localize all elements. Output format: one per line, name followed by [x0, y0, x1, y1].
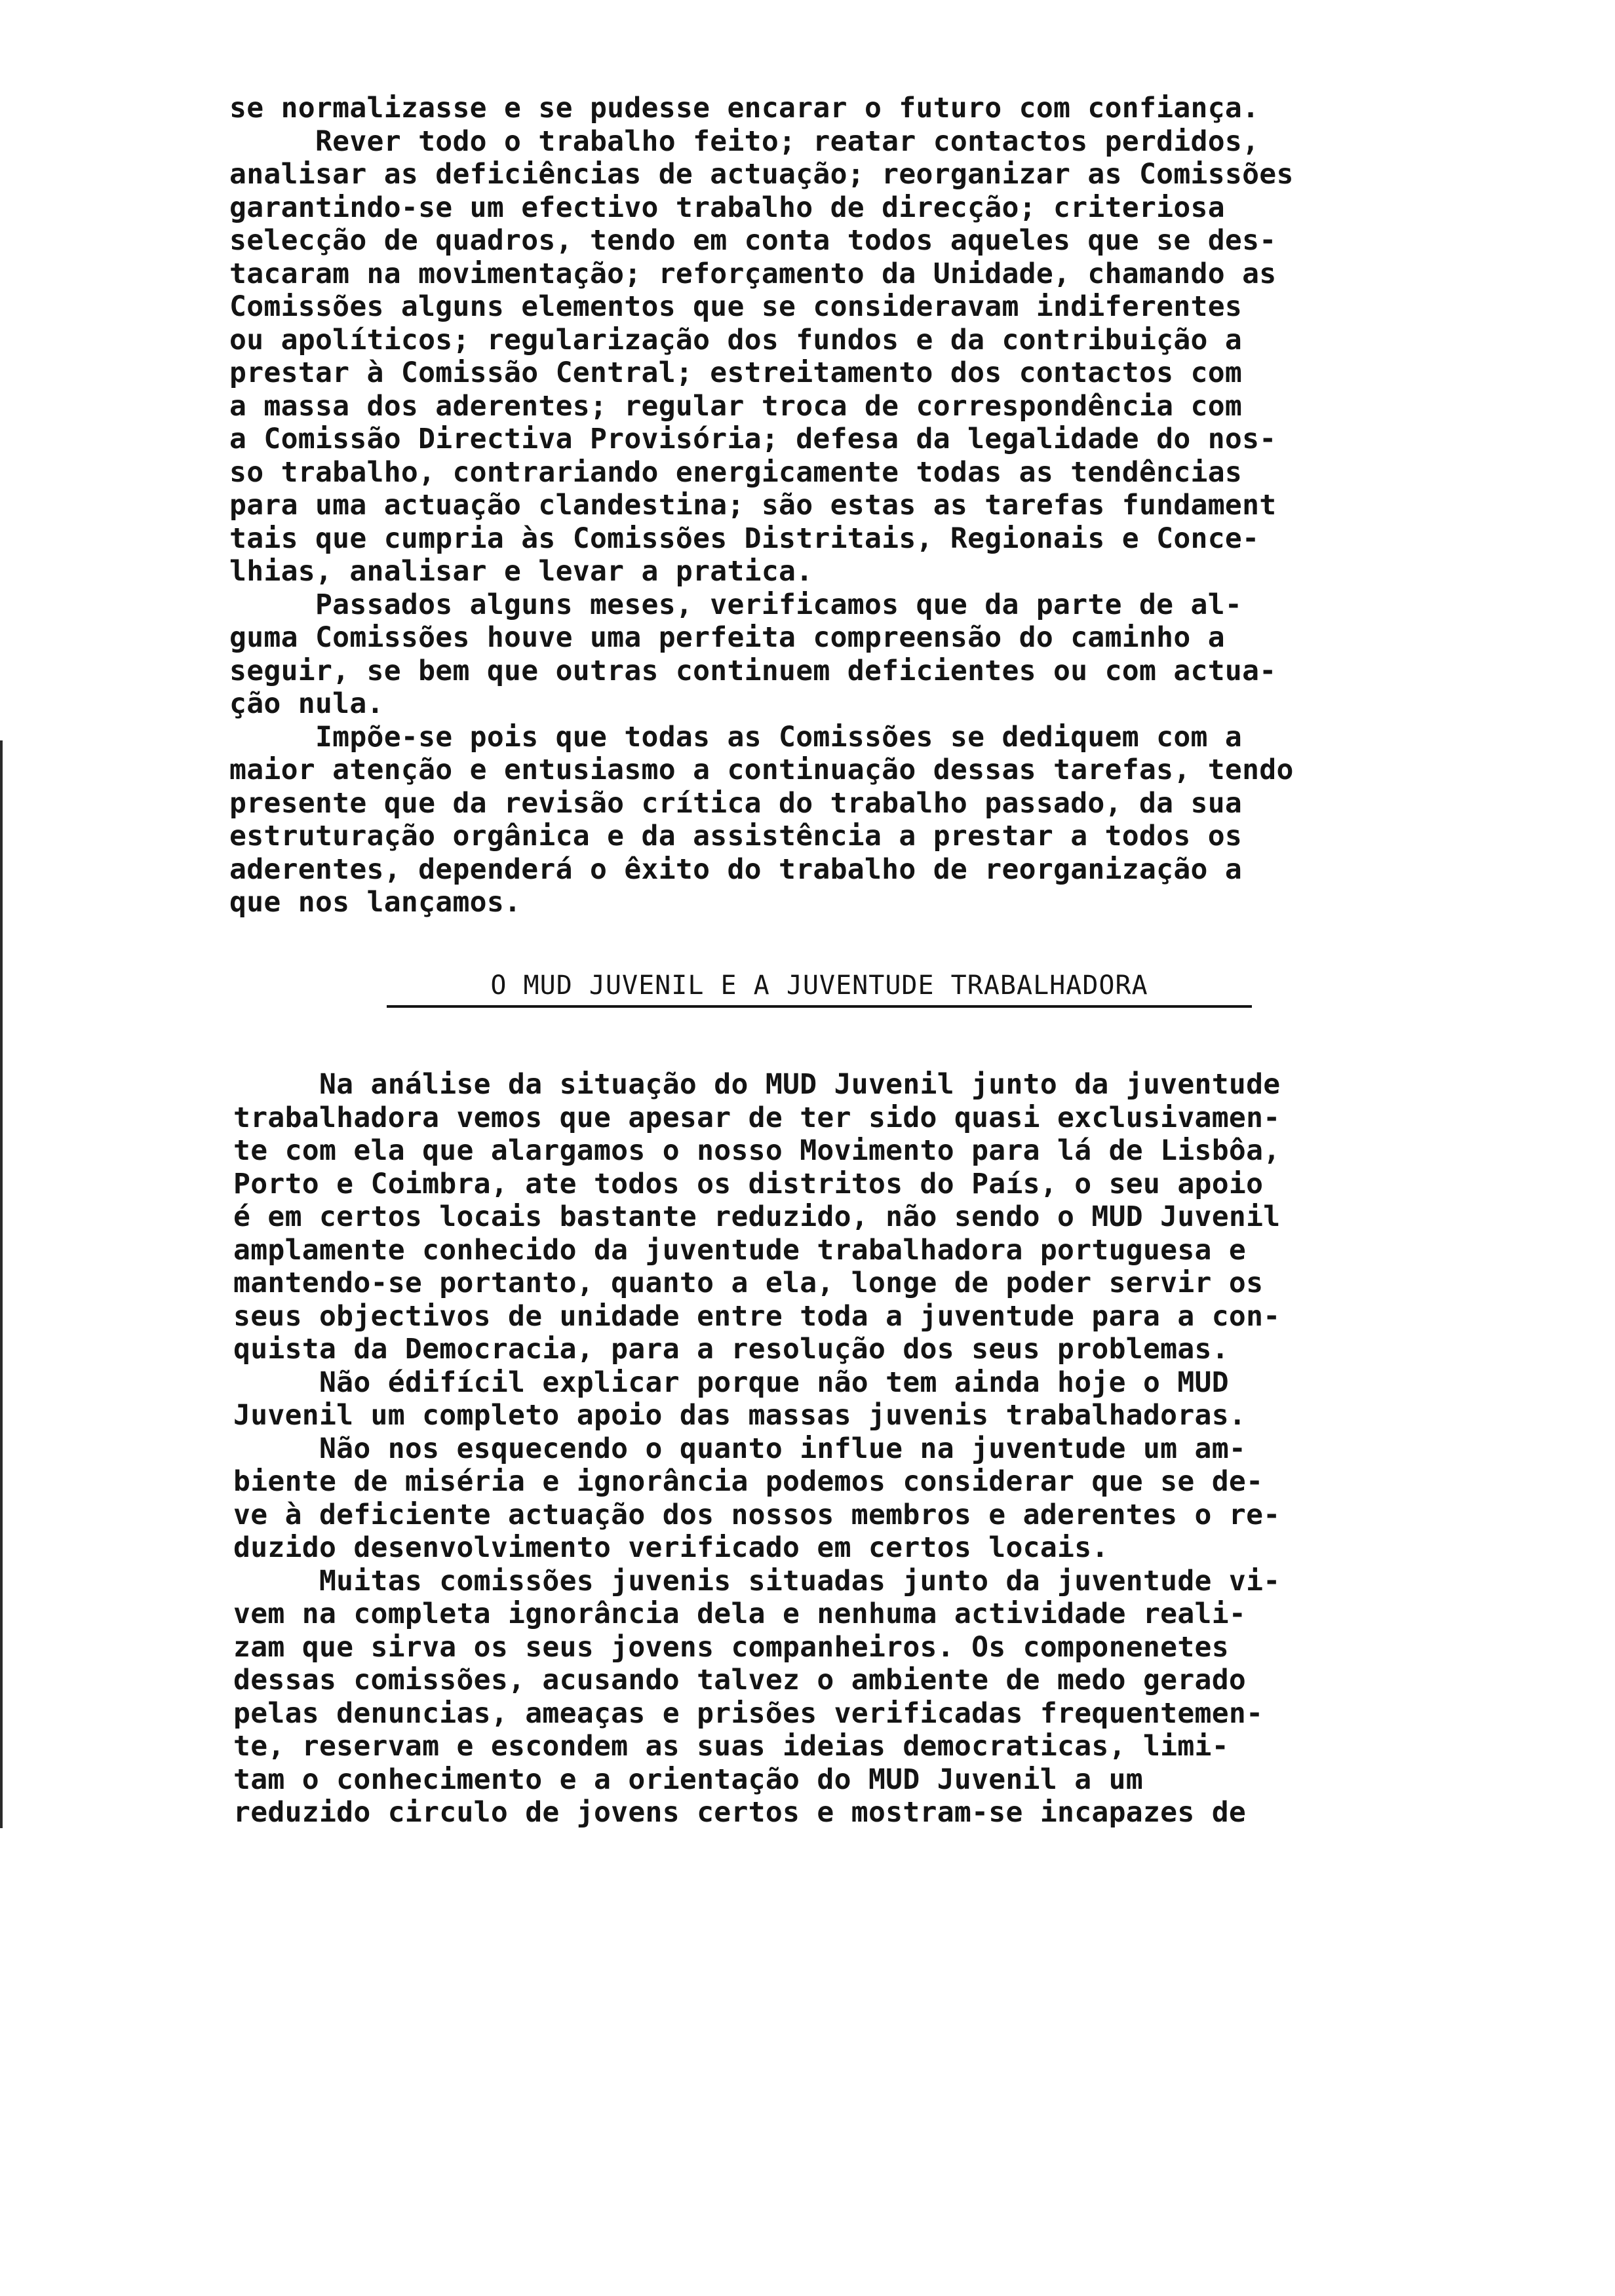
section-paragraph-1: Na análise da situação do MUD Juvenil junto da juventude trabalhadora vemos que apesar de ter sido quasi exclusivamen- te com ela que alargamos o nosso Movimento para lá de Lisbôa, Porto e Coimbra, ate todos os distritos do País, o seu apoio é em certos locais bastante reduzido, não sendo o MUD Juvenil amplamente conhecido da juventude trabalhadora portuguesa e mantendo-se portanto, quanto a ela, longe de poder servir os seus objectivos de unidade entre toda a juventude para a con- quista da Democracia, para a resolução dos seus problemas.: [233, 1068, 1281, 1366]
section-body: [233, 1068, 1426, 1829]
scan-edge-shadow: [0, 740, 3, 1828]
intro-paragraph-3: Impõe-se pois que todas as Comissões se dediquem com a maior atenção e entusiasmo a continuação dessas tarefas, tendo presente que da revisão crítica do trabalho passado, da sua estruturação orgânica e da assistência a prestar a todos os aderentes, dependerá o êxito do trabalho de reorganização a que nos lançamos.: [229, 720, 1294, 919]
document-page: [229, 92, 1422, 919]
section-paragraph-4: Muitas comissões juvenis situadas junto da juventude vi- vem na completa ignorância dela e nenhuma actividade reali- zam que sirva os seus jovens companheiros. Os componenetes dessas comissões, acusando talvez o ambiente de medo gerado pelas denuncias, ameaças e prisões verificadas frequentemen- te, reservam e escondem as suas ideias democraticas, limi- tam o conhecimento e a orientação do MUD Juvenil a um reduzido circulo de jovens certos e mostram-se incapazes de: [233, 1564, 1281, 1829]
section-paragraph-3: Não nos esquecendo o quanto influe na juventude um am- biente de miséria e ignorância podemos considerar que se de- ve à deficiente actuação dos nossos membros e aderentes o re- duzido desenvolvimento verificado em certos locais.: [233, 1432, 1281, 1564]
intro-paragraph-1: se normalizasse e se pudesse encarar o futuro com confiança. Rever todo o trabalho feito; reatar contactos perdidos, analisar as deficiências de actuação; reorganizar as Comissões garantindo-se um efectivo trabalho de direcção; criteriosa selecção de quadros, tendo em conta todos aqueles que se des- tacaram na movimentação; reforçamento da Unidade, chamando as Comissões alguns elementos que se consideravam indiferentes ou apolíticos; regularização dos fundos e da contribuição a prestar à Comissão Central; estreitamento dos contactos com a massa dos aderentes; regular troca de correspondência com a Comissão Directiva Provisória; defesa da legalidade do nos- so trabalho, contrariando energicamente todas as tendências para uma actuação clandestina; são estas as tarefas fundament tais que cumpria às Comissões Distritais, Regionais e Conce- lhias, analisar e levar a pratica.: [229, 92, 1294, 588]
section-heading: O MUD JUVENIL E A JUVENTUDE TRABALHADORA: [387, 968, 1252, 1008]
section-paragraph-2: Não édifícil explicar porque não tem ainda hoje o MUD Juvenil um completo apoio das massas juvenis trabalhadoras.: [233, 1366, 1247, 1432]
intro-paragraph-2: Passados alguns meses, verificamos que da parte de al- guma Comissões houve uma perfeita compreensão do caminho a seguir, se bem que outras continuem deficientes ou com actua- ção nula.: [229, 588, 1277, 720]
